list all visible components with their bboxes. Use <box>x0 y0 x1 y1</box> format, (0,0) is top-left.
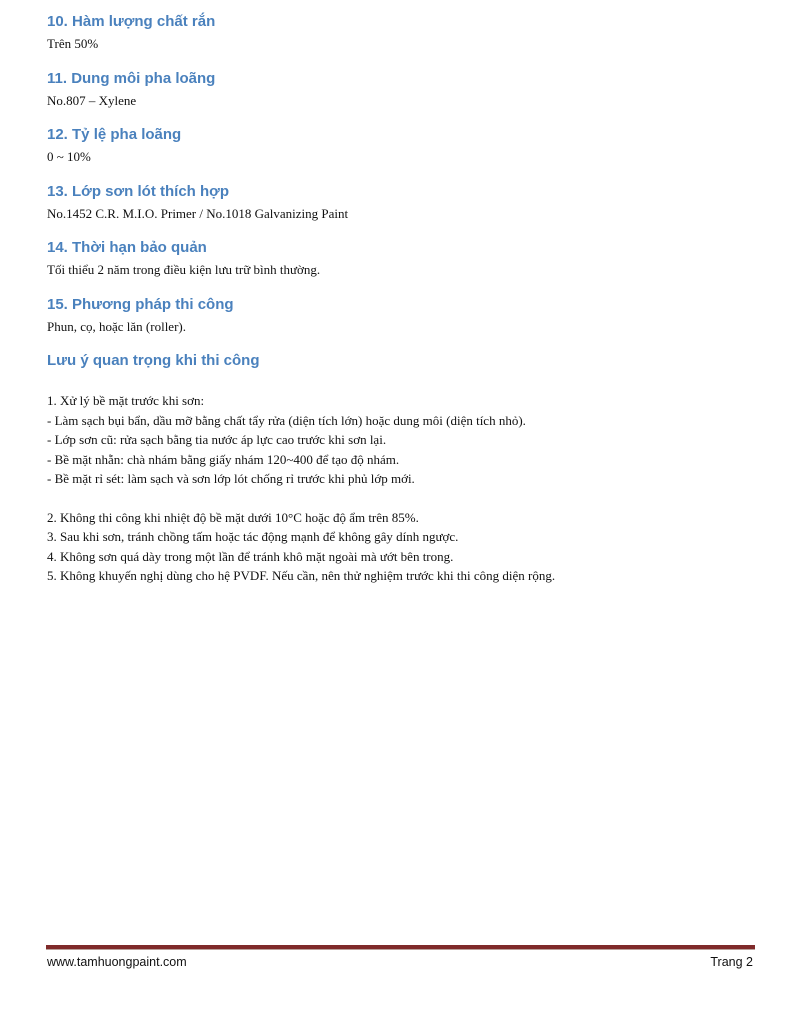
section-application-method <box>47 293 753 337</box>
section-text: 0 ~ 10% <box>47 149 91 164</box>
footer-website: www.tamhuongpaint.com <box>47 955 187 969</box>
section-text: Trên 50% <box>47 36 99 51</box>
section-text: No.1452 C.R. M.I.O. Primer / No.1018 Galvanizing Paint <box>47 205 349 221</box>
note-line: 2. Không thi công khi nhiệt độ bề mặt dưới 10°C hoặc độ ẩm trên 85%. <box>47 509 419 525</box>
note-line: - Lớp sơn cũ: rửa sạch bằng tia nước áp lực cao trước khi sơn lại. <box>47 432 387 447</box>
section-text: Tối thiểu 2 năm trong điều kiện lưu trữ bình thường. <box>47 262 321 277</box>
notes-section <box>47 349 753 586</box>
section-text: Phun, cọ, hoặc lăn (roller). <box>47 318 186 334</box>
paragraph-gap <box>47 489 753 508</box>
section-heading: 11. Dung môi pha loãng <box>47 69 216 87</box>
section-heading: 15. Phương pháp thi công <box>47 295 234 313</box>
notes-title: Lưu ý quan trọng khi thi công <box>47 352 260 369</box>
section-heading: 14. Thời hạn bảo quản <box>47 239 207 256</box>
note-line: 5. Không khuyến nghị dùng cho hệ PVDF. Nếu cần, nên thử nghiệm trước khi thi công diện rộng. <box>47 568 556 583</box>
note-line: - Làm sạch bụi bẩn, dầu mỡ bằng chất tẩy rửa (diện tích lớn) hoặc dung môi (diện tích nhỏ). <box>47 412 526 428</box>
note-line: - Bề mặt rỉ sét: làm sạch và sơn lớp lót chống rỉ trước khi phủ lớp mới. <box>47 471 415 486</box>
note-line: - Bề mặt nhẵn: chà nhám bằng giấy nhám 120~400 để tạo độ nhám. <box>47 451 400 467</box>
footer-page-number: Trang 2 <box>710 955 753 969</box>
note-line: 3. Sau khi sơn, tránh chồng tấm hoặc tác động mạnh để không gây dính ngược. <box>47 529 459 544</box>
section-solids-content <box>47 10 753 54</box>
section-thinning-ratio <box>47 123 753 167</box>
section-heading: 10. Hàm lượng chất rắn <box>47 13 216 30</box>
section-heading: 12. Tỷ lệ pha loãng <box>47 126 182 143</box>
note-line: 4. Không sơn quá dày trong một lần để tránh khô mặt ngoài mà ướt bên trong. <box>47 548 454 564</box>
section-shelf-life <box>47 236 753 280</box>
section-primer <box>47 180 753 224</box>
section-text: No.807 – Xylene <box>47 92 137 108</box>
footer-divider <box>46 945 755 950</box>
document-page <box>47 10 753 586</box>
note-line: 1. Xử lý bề mặt trước khi sơn: <box>47 393 205 408</box>
section-thinner <box>47 67 753 111</box>
section-heading: 13. Lớp sơn lót thích hợp <box>47 182 229 200</box>
